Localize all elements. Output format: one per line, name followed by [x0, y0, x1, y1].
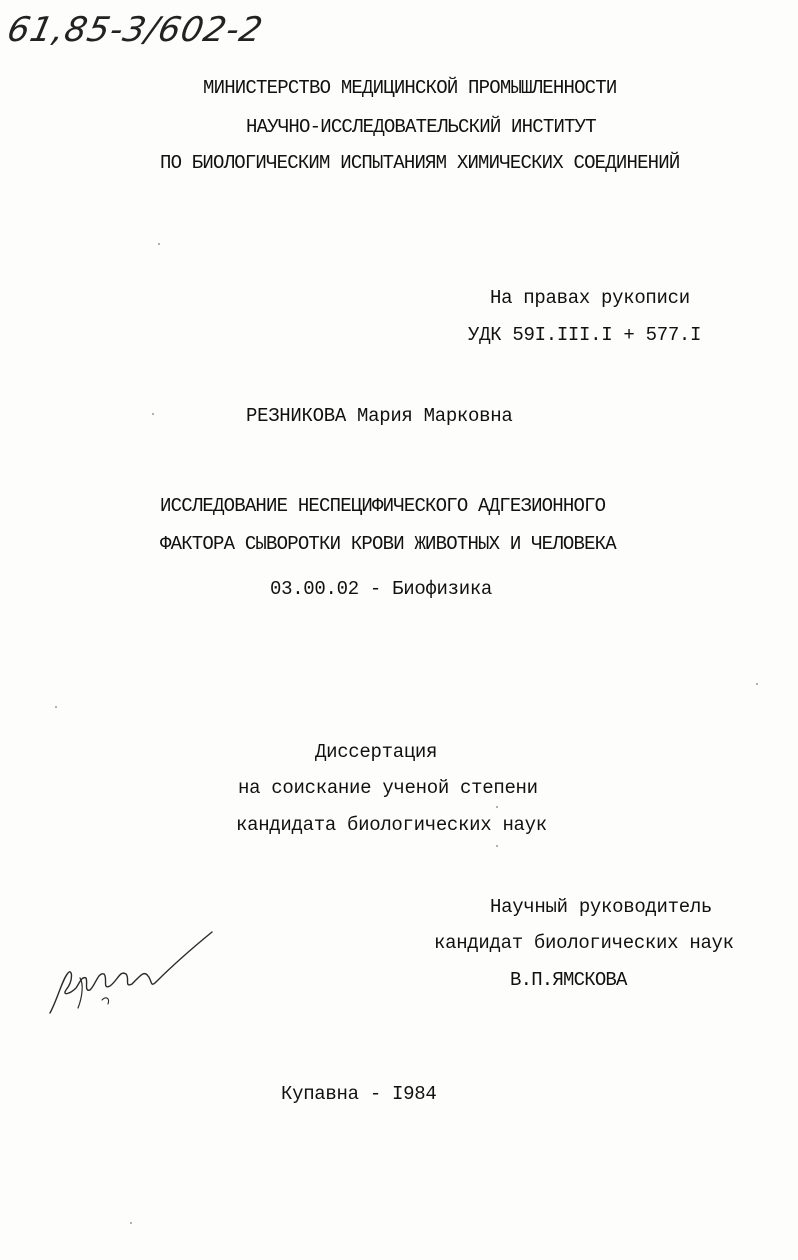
- paper-speck: [130, 1222, 132, 1224]
- archive-number: 61,85-3/602-2: [3, 10, 267, 50]
- institute-heading: НАУЧНО-ИССЛЕДОВАТЕЛЬСКИЙ ИНСТИТУТ: [246, 116, 596, 138]
- place-and-year: Купавна - I984: [281, 1083, 437, 1105]
- supervisor-role: Научный руководитель: [490, 896, 713, 918]
- paper-speck: [756, 683, 758, 685]
- ministry-heading: МИНИСТЕРСТВО МЕДИЦИНСКОЙ ПРОМЫШЛЕННОСТИ: [203, 77, 617, 99]
- specialty-code: 03.00.02 - Биофизика: [270, 578, 493, 600]
- paper-speck: [496, 806, 498, 808]
- dissertation-label: Диссертация: [315, 741, 438, 763]
- udc-code: УДК 59I.III.I + 577.I: [468, 324, 702, 346]
- dissertation-degree-line: на соискание ученой степени: [238, 777, 538, 799]
- title-line-2: ФАКТОРА СЫВОРОТКИ КРОВИ ЖИВОТНЫХ И ЧЕЛОВЕКА: [160, 533, 616, 555]
- paper-speck: [152, 413, 154, 415]
- paper-speck: [496, 845, 498, 847]
- supervisor-name: В.П.ЯМСКОВА: [510, 969, 627, 991]
- manuscript-rights: На правах рукописи: [490, 287, 690, 309]
- paper-speck: [55, 706, 57, 708]
- author-name: РЕЗНИКОВА Мария Марковна: [246, 405, 513, 427]
- paper-speck: [158, 243, 160, 245]
- handwritten-signature: [40, 918, 240, 1028]
- institute-scope-heading: ПО БИОЛОГИЧЕСКИМ ИСПЫТАНИЯМ ХИМИЧЕСКИХ СОЕДИНЕНИЙ: [160, 152, 680, 174]
- supervisor-degree: кандидат биологических наук: [434, 932, 734, 954]
- dissertation-field-line: кандидата биологических наук: [236, 814, 547, 836]
- title-line-1: ИССЛЕДОВАНИЕ НЕСПЕЦИФИЧЕСКОГО АДГЕЗИОННОГО: [160, 495, 606, 517]
